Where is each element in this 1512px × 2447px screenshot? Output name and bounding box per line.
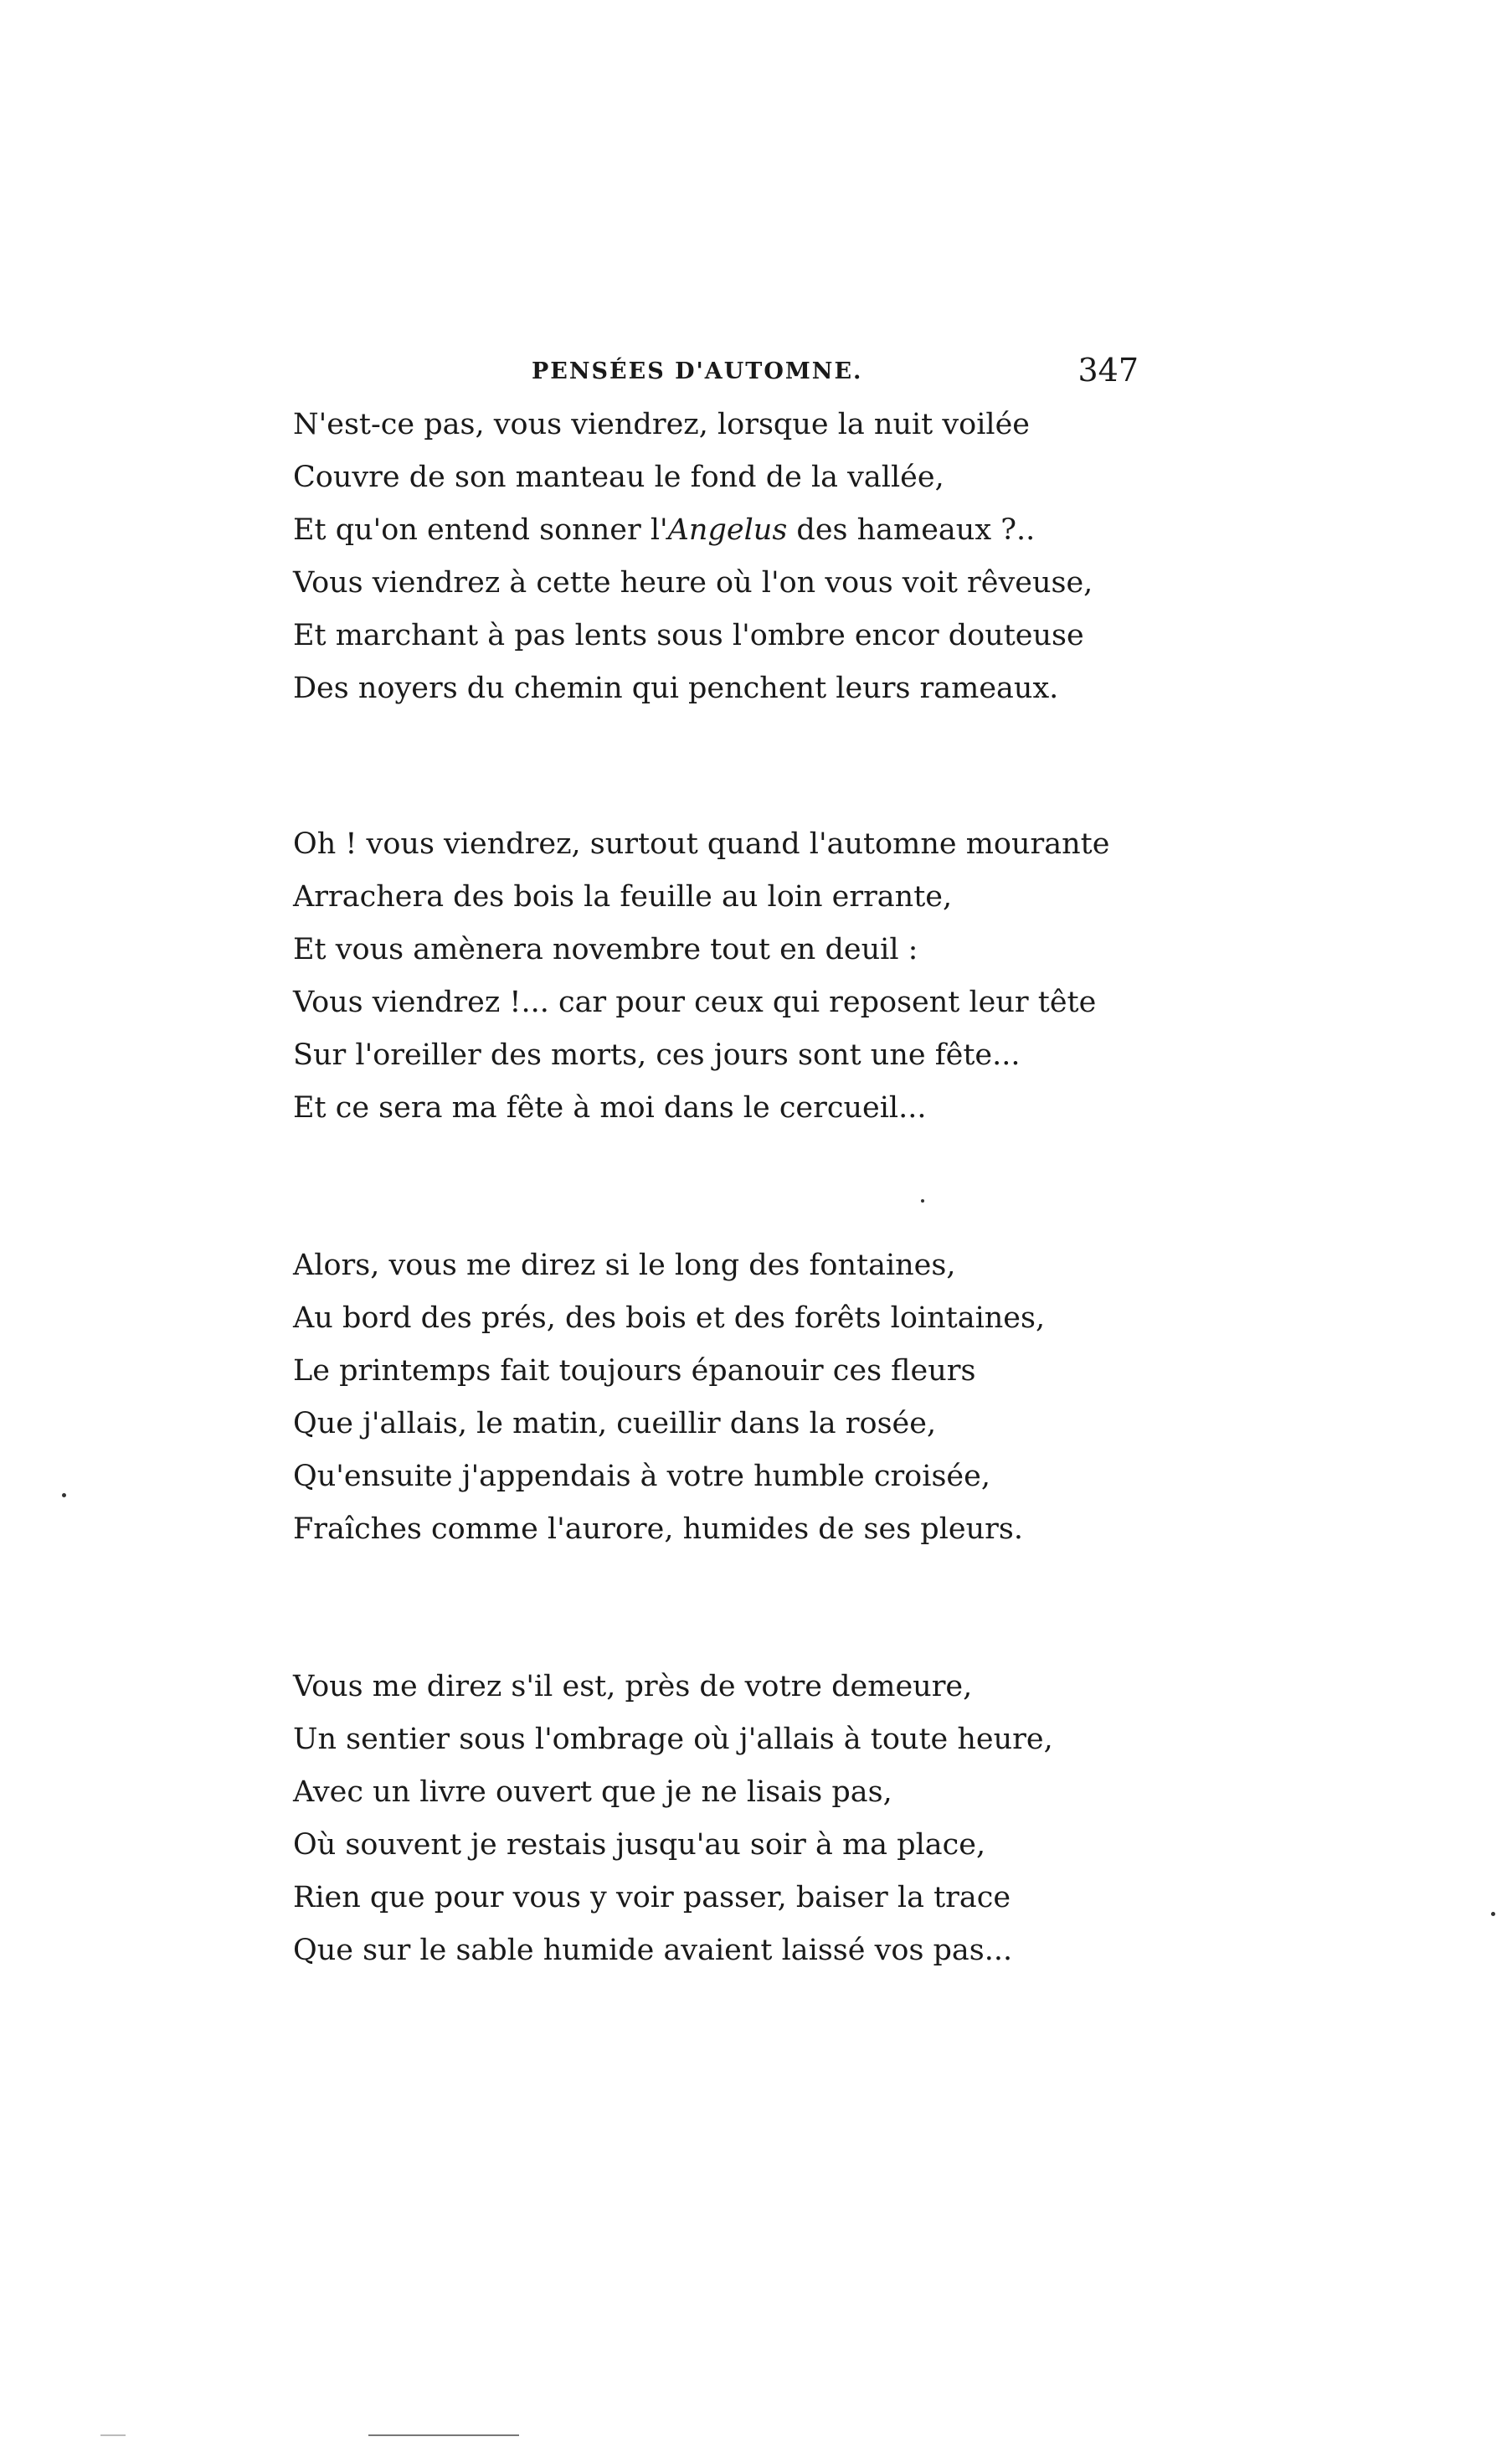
stanza-2 <box>293 818 1130 1135</box>
verse-line: Vous me direz s'il est, près de votre demeure, <box>293 1670 973 1703</box>
scan-speck <box>62 1493 66 1497</box>
verse-line: Qu'ensuite j'appendais à votre humble croisée, <box>293 1460 990 1493</box>
verse-line: Vous viendrez !... car pour ceux qui reposent leur tête <box>293 986 1097 1019</box>
running-title: PENSÉES D'AUTOMNE. <box>532 358 863 384</box>
verse-line: Que sur le sable humide avaient laissé vos pas... <box>293 1934 1013 1967</box>
verse-line-with-italic <box>293 504 1130 557</box>
verse-line: Et vous amènera novembre tout en deuil : <box>293 933 918 966</box>
verse-line: Et marchant à pas lents sous l'ombre encor douteuse <box>293 619 1084 652</box>
verse-line: Où souvent je restais jusqu'au soir à ma place, <box>293 1828 986 1862</box>
verse-line: Que j'allais, le matin, cueillir dans la rosée, <box>293 1407 937 1440</box>
stanza-3 <box>293 1239 1130 1556</box>
verse-line: Sur l'oreiller des morts, ces jours sont une fête... <box>293 1038 1021 1072</box>
stanza-4 <box>293 1661 1130 1977</box>
verse-line: Un sentier sous l'ombrage où j'allais à toute heure, <box>293 1723 1053 1756</box>
verse-line: Avec un livre ouvert que je ne lisais pas, <box>293 1775 892 1809</box>
verse-line: Et ce sera ma fête à moi dans le cercueil... <box>293 1091 927 1125</box>
verse-line: Arrachera des bois la feuille au loin errante, <box>293 880 953 914</box>
stanza-1 <box>293 399 1130 715</box>
verse-line: Vous viendrez à cette heure où l'on vous voit rêveuse, <box>293 566 1093 600</box>
verse-line: Rien que pour vous y voir passer, baiser la trace <box>293 1881 1011 1914</box>
scan-rule-mark <box>368 2434 519 2436</box>
verse-line: Des noyers du chemin qui penchent leurs rameaux. <box>293 672 1059 705</box>
verse-line: Couvre de son manteau le fond de la vallée, <box>293 461 944 494</box>
verse-line-part: Et qu'on entend sonner l' <box>293 513 668 547</box>
verse-line: Le printemps fait toujours épanouir ces fleurs <box>293 1354 976 1388</box>
page-number: 347 <box>1077 352 1139 389</box>
verse-line-part: des hameaux ?.. <box>787 513 1036 547</box>
verse-line: Oh ! vous viendrez, surtout quand l'automne mourante <box>293 827 1110 861</box>
verse-line: Alors, vous me direz si le long des fontaines, <box>293 1249 956 1282</box>
verse-line: Fraîches comme l'aurore, humides de ses pleurs. <box>293 1512 1023 1546</box>
italic-word-angelus: Angelus <box>667 513 788 547</box>
verse-line: N'est-ce pas, vous viendrez, lorsque la nuit voilée <box>293 408 1031 441</box>
running-head <box>293 352 1139 402</box>
scan-rule-mark <box>100 2434 126 2436</box>
scan-speck <box>921 1199 924 1203</box>
verse-line: Au bord des prés, des bois et des forêts lointaines, <box>293 1301 1046 1335</box>
scan-speck <box>1491 1912 1495 1916</box>
